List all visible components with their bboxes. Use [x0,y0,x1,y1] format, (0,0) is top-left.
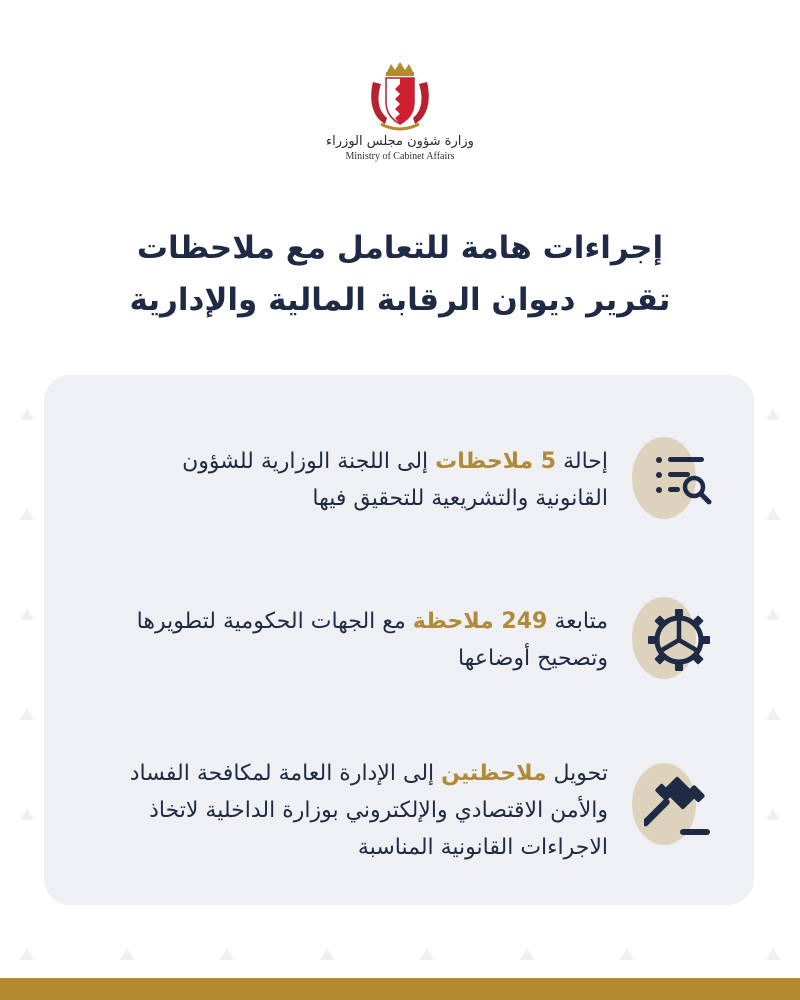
highlight-count: ملاحظتين [441,761,547,786]
page-title [0,222,800,326]
item-line-1 [68,755,608,792]
item-text-end: مع الجهات الحكومية لتطويرها [136,609,413,634]
title-line-1: إجراءات هامة للتعامل مع ملاحظات [136,230,664,266]
item-icon-container [632,763,728,859]
item-text-start: متابعة [547,609,608,634]
bahrain-emblem-icon [367,62,433,132]
list-search-icon [644,443,714,513]
item-text [68,443,608,517]
highlight-count: 249 ملاحظة [412,609,548,634]
item-line-1 [68,443,608,480]
item-line-2: وتصحيح أوضاعها [458,646,608,671]
item-icon-container [632,437,728,533]
gavel-icon [644,769,714,849]
item-text [68,755,608,866]
footer-gold-bar [0,978,800,1000]
gear-icon [644,603,714,673]
measures-panel [44,375,754,905]
item-text-start: إحالة [556,449,608,474]
ministry-name-english: Ministry of Cabinet Affairs [345,151,455,162]
ministry-logo [0,62,800,162]
item-line-2: والأمن الاقتصادي والإلكتروني بوزارة الداخلية لاتخاذ [149,798,608,823]
item-text-start: تحويل [546,761,608,786]
item-icon-container [632,597,728,693]
ministry-name-arabic: وزارة شؤون مجلس الوزراء [326,134,474,149]
item-line-3: الاجراءات القانونية المناسبة [357,835,608,860]
item-text-end: إلى الإدارة العامة لمكافحة الفساد [129,761,442,786]
title-line-2: تقرير ديوان الرقابة المالية والإدارية [129,282,671,318]
item-line-2: القانونية والتشريعية للتحقيق فيها [312,486,608,511]
highlight-count: 5 ملاحظات [435,449,557,474]
item-line-1 [68,603,608,640]
item-text [68,603,608,677]
item-text-end: إلى اللجنة الوزارية للشؤون [182,449,436,474]
